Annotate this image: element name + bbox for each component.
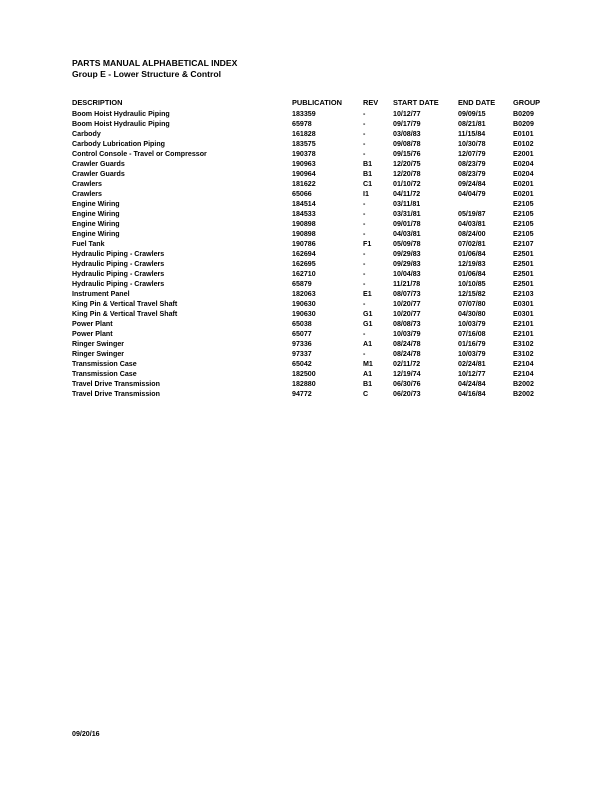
publication-cell: 190898 (292, 230, 316, 238)
table-row (72, 159, 553, 169)
description-cell: Boom Hoist Hydraulic Piping (72, 110, 170, 118)
publication-cell: 182880 (292, 380, 316, 388)
publication-cell: 182500 (292, 370, 316, 378)
group-cell: E2104 (513, 370, 534, 378)
start-date-cell: 09/17/79 (393, 120, 421, 128)
end-date-cell (458, 199, 513, 209)
publication-cell: 190964 (292, 170, 316, 178)
group-cell: E0101 (513, 130, 534, 138)
rev-cell: - (363, 350, 366, 358)
group-cell: B2002 (513, 380, 534, 388)
table-row (72, 119, 553, 129)
description-cell: Travel Drive Transmission (72, 390, 160, 398)
publication-cell: 65038 (292, 320, 312, 328)
column-header-end-date: END DATE (458, 98, 496, 107)
description-cell: Hydraulic Piping - Crawlers (72, 250, 165, 258)
description-cell: Boom Hoist Hydraulic Piping (72, 120, 170, 128)
rev-cell: - (363, 220, 366, 228)
end-date-cell: 08/23/79 (458, 170, 486, 178)
start-date-cell: 09/29/83 (393, 260, 421, 268)
description-cell: Fuel Tank (72, 240, 105, 248)
start-date-cell: 08/24/78 (393, 340, 421, 348)
rev-cell: - (363, 230, 366, 238)
description-cell: Crawlers (72, 180, 102, 188)
description-cell: Engine Wiring (72, 210, 120, 218)
description-cell: Carbody (72, 130, 101, 138)
start-date-cell: 03/31/81 (393, 210, 421, 218)
description-cell: Crawlers (72, 190, 102, 198)
rev-cell: E1 (363, 290, 372, 298)
description-cell: Travel Drive Transmission (72, 380, 160, 388)
start-date-cell: 09/01/78 (393, 220, 421, 228)
table-row (72, 269, 553, 279)
description-cell: Hydraulic Piping - Crawlers (72, 260, 165, 268)
table-body (72, 109, 553, 399)
group-cell: E2001 (513, 150, 534, 158)
end-date-cell: 01/06/84 (458, 250, 486, 258)
group-cell: E2501 (513, 270, 534, 278)
publication-cell: 65978 (292, 120, 312, 128)
group-cell: E2101 (513, 320, 534, 328)
group-cell: E0301 (513, 300, 534, 308)
end-date-cell: 12/19/83 (458, 260, 486, 268)
start-date-cell: 01/10/72 (393, 180, 421, 188)
description-cell: Power Plant (72, 330, 113, 338)
table-row (72, 379, 553, 389)
description-cell: Crawler Guards (72, 160, 125, 168)
table-row (72, 369, 553, 379)
table-row (72, 249, 553, 259)
group-cell: B2002 (513, 390, 534, 398)
column-header-description: DESCRIPTION (72, 98, 123, 107)
table-row (72, 179, 553, 189)
publication-cell: 162694 (292, 250, 316, 258)
start-date-cell: 10/20/77 (393, 310, 421, 318)
start-date-cell: 10/12/77 (393, 110, 421, 118)
table-row (72, 259, 553, 269)
group-cell: E2501 (513, 250, 534, 258)
end-date-cell: 12/07/79 (458, 150, 486, 158)
end-date-cell: 02/24/81 (458, 360, 486, 368)
rev-cell: - (363, 120, 366, 128)
page-title: PARTS MANUAL ALPHABETICAL INDEX (72, 58, 238, 68)
publication-cell: 65077 (292, 330, 312, 338)
publication-cell: 190630 (292, 300, 316, 308)
publication-cell: 184533 (292, 210, 316, 218)
description-cell: Crawler Guards (72, 170, 125, 178)
table-row (72, 149, 553, 159)
rev-cell: - (363, 250, 366, 258)
end-date-cell: 07/07/80 (458, 300, 486, 308)
start-date-cell: 10/03/79 (393, 330, 421, 338)
end-date-cell: 04/04/79 (458, 190, 486, 198)
publication-cell: 94772 (292, 390, 312, 398)
start-date-cell: 04/11/72 (393, 190, 421, 198)
rev-cell: C1 (363, 180, 373, 188)
rev-cell: C (363, 390, 369, 398)
table-row (72, 209, 553, 219)
page-subtitle: Group E - Lower Structure & Control (72, 69, 221, 79)
rev-cell: - (363, 260, 366, 268)
rev-cell: G1 (363, 310, 373, 318)
group-cell: E2101 (513, 330, 534, 338)
rev-cell: - (363, 210, 366, 218)
group-cell: E3102 (513, 340, 534, 348)
table-row (72, 359, 553, 369)
publication-cell: 162710 (292, 270, 316, 278)
group-cell: E2501 (513, 280, 534, 288)
group-cell: B0209 (513, 120, 534, 128)
end-date-cell: 05/19/87 (458, 210, 486, 218)
description-cell: Ringer Swinger (72, 340, 125, 348)
group-cell: E2501 (513, 260, 534, 268)
end-date-cell: 04/24/84 (458, 380, 486, 388)
publication-cell: 97337 (292, 350, 312, 358)
rev-cell: G1 (363, 320, 373, 328)
group-cell: E2105 (513, 210, 534, 218)
publication-cell: 181622 (292, 180, 316, 188)
table-row (72, 389, 553, 399)
rev-cell: - (363, 110, 366, 118)
end-date-cell: 10/03/79 (458, 320, 486, 328)
description-cell: Carbody Lubrication Piping (72, 140, 166, 148)
group-cell: E0301 (513, 310, 534, 318)
rev-cell: A1 (363, 340, 373, 348)
table-row (72, 329, 553, 339)
table-row (72, 239, 553, 249)
column-header-rev: REV (363, 98, 379, 107)
table-row (72, 279, 553, 289)
end-date-cell: 12/15/82 (458, 290, 486, 298)
parts-index-table (72, 97, 553, 399)
start-date-cell: 11/21/78 (393, 280, 421, 288)
publication-cell: 183575 (292, 140, 316, 148)
table-row (72, 109, 553, 119)
header-row (72, 97, 553, 109)
rev-cell: - (363, 270, 366, 278)
end-date-cell: 08/24/00 (458, 230, 486, 238)
column-header-start-date: START DATE (393, 98, 439, 107)
group-cell: E2105 (513, 230, 534, 238)
start-date-cell: 12/20/78 (393, 170, 421, 178)
group-cell: E0201 (513, 190, 534, 198)
publication-cell: 97336 (292, 340, 312, 348)
table-row (72, 129, 553, 139)
publication-cell: 182063 (292, 290, 316, 298)
table-row (72, 309, 553, 319)
group-cell: B0209 (513, 110, 534, 118)
start-date-cell: 09/29/83 (393, 250, 421, 258)
start-date-cell: 03/08/83 (393, 130, 421, 138)
group-cell: E0204 (513, 170, 534, 178)
group-cell: E2103 (513, 290, 534, 298)
description-cell: Hydraulic Piping - Crawlers (72, 270, 165, 278)
table-header (72, 97, 553, 109)
description-cell: King Pin & Vertical Travel Shaft (72, 300, 178, 308)
start-date-cell: 12/20/75 (393, 160, 421, 168)
end-date-cell: 04/16/84 (458, 390, 486, 398)
publication-cell: 65042 (292, 360, 312, 368)
group-cell: E3102 (513, 350, 534, 358)
table-row (72, 139, 553, 149)
rev-cell: I1 (363, 190, 369, 198)
description-cell: Hydraulic Piping - Crawlers (72, 280, 165, 288)
start-date-cell: 08/07/73 (393, 290, 421, 298)
column-header-publication: PUBLICATION (292, 98, 342, 107)
end-date-cell: 01/16/79 (458, 340, 486, 348)
end-date-cell: 10/10/85 (458, 280, 486, 288)
description-cell: Engine Wiring (72, 230, 120, 238)
rev-cell: - (363, 280, 366, 288)
description-cell: Instrument Panel (72, 290, 130, 298)
table-row (72, 339, 553, 349)
description-cell: Engine Wiring (72, 220, 120, 228)
column-header-group: GROUP (513, 98, 541, 107)
end-date-cell: 04/03/81 (458, 220, 486, 228)
end-date-cell: 09/24/84 (458, 180, 486, 188)
publication-cell: 65879 (292, 280, 312, 288)
publication-cell: 65066 (292, 190, 312, 198)
rev-cell: M1 (363, 360, 373, 368)
publication-cell: 190898 (292, 220, 316, 228)
start-date-cell: 10/20/77 (393, 300, 421, 308)
group-cell: E2104 (513, 360, 534, 368)
end-date-cell: 10/03/79 (458, 350, 486, 358)
table-row (72, 349, 553, 359)
start-date-cell: 09/08/78 (393, 140, 421, 148)
table-row (72, 189, 553, 199)
group-cell: E2105 (513, 200, 534, 208)
rev-cell: B1 (363, 170, 373, 178)
publication-cell: 162695 (292, 260, 316, 268)
description-cell: Engine Wiring (72, 200, 120, 208)
end-date-cell: 01/06/84 (458, 270, 486, 278)
end-date-cell: 11/15/84 (458, 130, 486, 138)
publication-cell: 183359 (292, 110, 316, 118)
rev-cell: B1 (363, 380, 373, 388)
description-cell: Transmission Case (72, 360, 137, 368)
group-cell: E2107 (513, 240, 534, 248)
end-date-cell: 09/09/15 (458, 110, 486, 118)
rev-cell: A1 (363, 370, 373, 378)
description-cell: King Pin & Vertical Travel Shaft (72, 310, 178, 318)
rev-cell: - (363, 140, 366, 148)
table-row (72, 289, 553, 299)
group-cell: E0204 (513, 160, 534, 168)
publication-cell: 161828 (292, 130, 316, 138)
start-date-cell: 10/04/83 (393, 270, 421, 278)
end-date-cell: 10/30/78 (458, 140, 486, 148)
rev-cell: - (363, 150, 366, 158)
description-cell: Ringer Swinger (72, 350, 125, 358)
start-date-cell: 04/03/81 (393, 230, 421, 238)
description-cell: Transmission Case (72, 370, 137, 378)
rev-cell: B1 (363, 160, 373, 168)
start-date-cell: 03/11/81 (393, 200, 421, 208)
group-cell: E0102 (513, 140, 534, 148)
start-date-cell: 12/19/74 (393, 370, 421, 378)
rev-cell: - (363, 300, 366, 308)
end-date-cell: 08/21/81 (458, 120, 486, 128)
publication-cell: 190963 (292, 160, 316, 168)
end-date-cell: 07/16/08 (458, 330, 486, 338)
table-row (72, 299, 553, 309)
start-date-cell: 08/08/73 (393, 320, 421, 328)
publication-cell: 190378 (292, 150, 316, 158)
end-date-cell: 10/12/77 (458, 370, 486, 378)
table-row (72, 229, 553, 239)
rev-cell: - (363, 200, 366, 208)
publication-cell: 184514 (292, 200, 316, 208)
description-cell: Control Console - Travel or Compressor (72, 150, 207, 158)
table-row (72, 199, 553, 209)
end-date-cell: 04/30/80 (458, 310, 486, 318)
table-row (72, 219, 553, 229)
start-date-cell: 06/20/73 (393, 390, 421, 398)
rev-cell: F1 (363, 240, 372, 248)
group-cell: E0201 (513, 180, 534, 188)
rev-cell: - (363, 130, 366, 138)
table-row (72, 319, 553, 329)
end-date-cell: 08/23/79 (458, 160, 486, 168)
group-cell: E2105 (513, 220, 534, 228)
start-date-cell: 08/24/78 (393, 350, 421, 358)
start-date-cell: 06/30/76 (393, 380, 421, 388)
footer-date: 09/20/16 (72, 730, 100, 738)
end-date-cell: 07/02/81 (458, 240, 486, 248)
publication-cell: 190630 (292, 310, 316, 318)
table-row (72, 169, 553, 179)
start-date-cell: 09/15/76 (393, 150, 421, 158)
description-cell: Power Plant (72, 320, 113, 328)
rev-cell: - (363, 330, 366, 338)
publication-cell: 190786 (292, 240, 316, 248)
start-date-cell: 02/11/72 (393, 360, 421, 368)
start-date-cell: 05/09/78 (393, 240, 421, 248)
